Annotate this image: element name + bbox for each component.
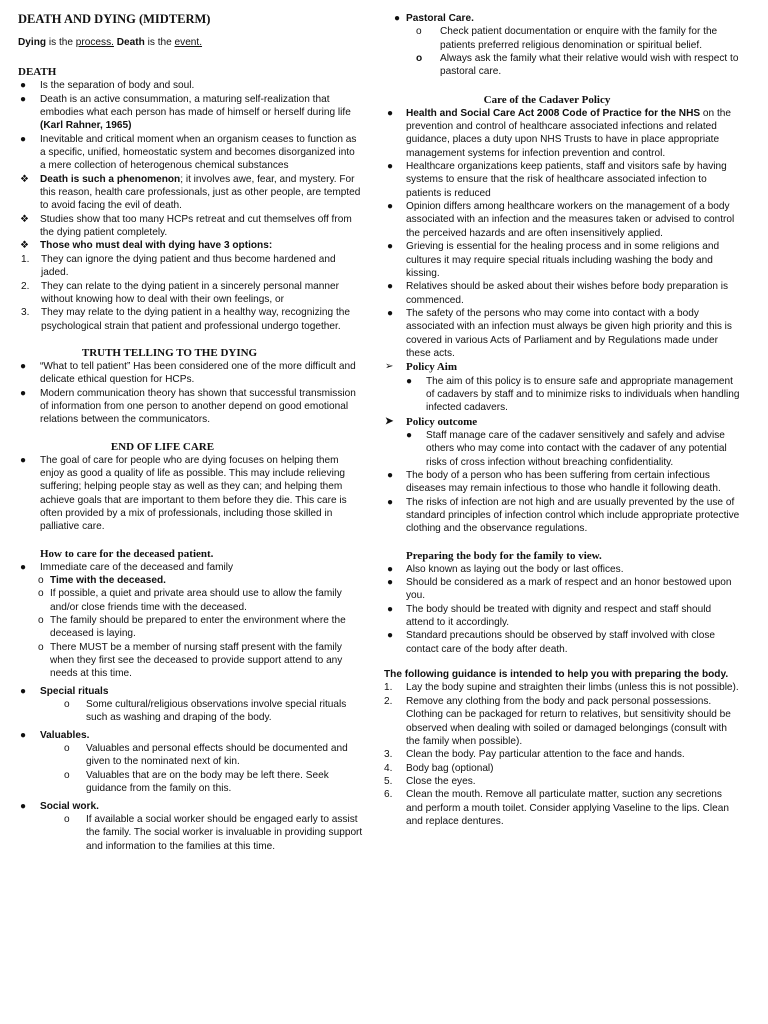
list-item [18, 360, 363, 387]
item-text: The body should be treated with dignity and respect and staff should attend to it accordingly. [406, 603, 712, 629]
bullet-icon: ● [20, 800, 27, 812]
list-item [384, 629, 740, 656]
item-text: The safety of the persons who may come into contact with a body associated with an infection must always be given high priority and this is covered in various Acts of Parliament and by Regulations made under these acts. [406, 307, 732, 359]
heading-preparing: Preparing the body for the family to view. [406, 549, 602, 562]
numbered-item [18, 253, 363, 280]
list-item [384, 603, 740, 630]
bullet-icon: ● [20, 454, 27, 466]
bullet-icon: ● [387, 281, 394, 293]
intro-death: Death [113, 37, 145, 48]
numbered-item [384, 775, 740, 788]
item-text: Close the eyes. [406, 775, 476, 787]
bullet-icon: ● [387, 563, 394, 575]
item-text: Opinion differs among healthcare workers on the management of a body associated with an infection and the measures taken or advised to control the perceived hazards and are often insensitively applied. [406, 201, 735, 239]
list-item [18, 93, 363, 133]
left-column [18, 12, 363, 853]
circle-bullet-icon: o [38, 588, 44, 600]
item-text: Check patient documentation or enquire with the family for the patients preferred religious denomination or spiritual belief. [440, 26, 718, 51]
list-item [384, 563, 740, 576]
bullet-icon: ● [20, 93, 27, 105]
bullet-icon: ● [387, 496, 394, 508]
list-item [384, 415, 740, 429]
list-item [18, 387, 363, 427]
section-truth [18, 346, 363, 427]
list-item [384, 12, 740, 25]
intro-text: is the [46, 37, 76, 48]
item-text: Inevitable and critical moment when an organism ceases to function as a specific, unified, homeostatic system and becomes disorganized into a mere collection of heterogenous chemical substances [40, 133, 357, 172]
sub-item [18, 574, 363, 587]
circle-bullet-icon: o [64, 699, 70, 711]
citation: (Karl Rahner, 1965) [40, 120, 132, 132]
document-title: DEATH AND DYING (MIDTERM) [18, 12, 211, 26]
item-bold: Death is such a phenomenon [40, 173, 181, 185]
item-text: Grieving is essential for the healing process and in some religions and cultures it may require special rituals including washing the body and kissing. [406, 241, 720, 279]
item-text: Always ask the family what their relative would wish with respect to pastoral care. [440, 53, 739, 78]
item-text: “What to tell patient” Has been considered one of the more difficult and delicate ethical question for HCPs. [40, 360, 356, 386]
bullet-icon: ● [387, 241, 394, 253]
numbered-item [18, 306, 363, 333]
sub-item [384, 25, 740, 52]
item-text: If available a social worker should be engaged early to assist the family. The social worker is invaluable in providing support and information to the families at this time. [86, 813, 363, 852]
bullet-icon: ● [387, 201, 394, 213]
number-marker: 3. [384, 749, 393, 761]
number-marker: 5. [384, 775, 393, 787]
item-text: Body bag (optional) [406, 762, 494, 774]
item-text: Studies show that too many HCPs retreat and cut themselves off from the dying patient completely. [40, 213, 352, 239]
list-item [384, 280, 740, 307]
bullet-icon: ● [20, 685, 27, 697]
bullet-icon: ● [387, 577, 394, 589]
list-item [384, 307, 740, 360]
list-item [18, 800, 363, 813]
item-text: Death is an active consummation, a maturing self-realization that embodies what each person has made of himself or herself during life [40, 93, 351, 119]
section-end-of-life [18, 440, 363, 534]
intro-process: process. [75, 37, 114, 48]
circle-bullet-icon: o [38, 641, 44, 653]
sub-item [18, 813, 363, 853]
item-text: Some cultural/religious observations involve special rituals such as washing and draping of the body. [86, 699, 347, 724]
numbered-item [384, 695, 740, 708]
bullet-icon: ● [387, 630, 394, 642]
item-text: Valuables and personal effects should be documented and given to the nominated next of kin. [86, 743, 348, 768]
item-text: The body of a person who has been suffering from certain infectious diseases may remain infectious to those who handle it following death. [406, 470, 721, 495]
list-item [384, 160, 740, 200]
item-text: Also known as laying out the body or last offices. [406, 563, 624, 575]
list-item [18, 685, 363, 698]
heading-death: DEATH [18, 66, 57, 79]
item-text: ; it involves awe, fear, and mystery. For this reason, health care professionals, just as other people, are tempted to avoid facing the evil of death. [40, 173, 361, 212]
item-bold: Pastoral Care. [406, 13, 474, 24]
arrow-bullet-icon: ➤ [385, 415, 394, 427]
circle-bullet-icon: o [38, 575, 44, 586]
number-marker: 6. [384, 789, 393, 801]
number-marker: 1. [384, 682, 393, 694]
list-item [18, 79, 363, 92]
list-item [384, 360, 740, 374]
bullet-icon: ● [20, 80, 27, 92]
arrow-bullet-icon: ➢ [385, 361, 394, 373]
list-item [384, 107, 740, 160]
diamond-bullet-icon: ❖ [20, 240, 30, 252]
subheading-policy-aim: Policy Aim [406, 361, 458, 374]
bullet-icon: ● [387, 603, 394, 615]
sub-item [18, 742, 363, 769]
bullet-icon: ● [387, 107, 394, 119]
bullet-icon: ● [20, 133, 27, 145]
number-marker: 2. [21, 280, 30, 292]
heading-end-of-life: END OF LIFE CARE [110, 440, 215, 453]
bullet-icon: ● [406, 429, 413, 441]
guidance-intro: The following guidance is intended to help you with preparing the body. [384, 669, 729, 681]
list-item [18, 561, 363, 574]
bullet-icon: ● [20, 387, 27, 399]
item-text: They may relate to the dying patient in a healthy way, recognizing the psychological strain that patient and professional undergo together. [41, 307, 350, 332]
sub-item [18, 614, 363, 641]
bullet-icon: ● [20, 561, 27, 573]
item-text: The aim of this policy is to ensure safe and appropriate management of cadavers by staff and to minimize risks to individuals when handling infected cadavers. [426, 375, 740, 414]
heading-truth: TRUTH TELLING TO THE DYING [81, 346, 258, 359]
list-item [384, 200, 740, 240]
item-text: The risks of infection are not high and are usually prevented by the use of standard principles of infection control which include appropriate protective clothing and the observance regulations. [406, 496, 740, 535]
diamond-bullet-icon: ❖ [20, 213, 30, 225]
item-text: Valuables that are on the body may be left there. Seek guidance from the family on this. [86, 769, 329, 795]
intro-dying: Dying [18, 37, 47, 48]
numbered-item [384, 681, 740, 694]
item-bold: Valuables. [40, 729, 90, 741]
sub-item [18, 769, 363, 796]
diamond-bullet-icon: ❖ [20, 173, 30, 185]
heading-deceased: How to care for the deceased patient. [40, 547, 214, 560]
item-text: on the prevention and control of healthcare associated infections and related guidance, places a duty upon NHS Trusts to have in place appropriate management systems for infection prevention and control. [406, 107, 731, 159]
item-text: If possible, a quiet and private area should use to allow the family and/or close friends time with the deceased. [50, 588, 342, 613]
item-text: Healthcare organizations keep patients, staff and visitors safe by having systems to ensure that the risk of healthcare associated infection to patients is reduced [406, 161, 727, 199]
item-text: Is the separation of body and soul. [40, 80, 195, 92]
list-item [384, 576, 740, 603]
numbered-item [384, 762, 740, 775]
section-cadaver [384, 93, 740, 536]
sub-item [384, 52, 740, 79]
list-item [18, 173, 363, 213]
sub-item [384, 429, 740, 469]
numbered-item [18, 280, 363, 307]
circle-bullet-icon: o [64, 769, 70, 781]
item-text: Relatives should be asked about their wishes before body preparation is commenced. [406, 281, 729, 306]
item-text: Staff manage care of the cadaver sensitively and safely and advise others who may come into contact with the cadaver of any potential risks of cross infection without breaching confidentiality. [426, 429, 727, 468]
sub-item [18, 698, 363, 725]
bullet-icon: ● [406, 375, 413, 387]
list-item [384, 469, 740, 496]
number-marker: 2. [384, 695, 393, 707]
item-text: The family should be prepared to enter the environment where the deceased is laying. [50, 615, 346, 640]
item-bold: Time with the deceased. [50, 575, 166, 586]
number-marker: 4. [384, 762, 393, 774]
number-marker: 1. [21, 253, 30, 265]
numbered-item [384, 748, 740, 761]
item-text: There MUST be a member of nursing staff present with the family when they first see the deceased to provide support attend to any needs at this time. [50, 641, 343, 680]
circle-bullet-icon: o [64, 813, 70, 825]
intro-text-2: is the [144, 37, 175, 48]
section-preparing [384, 549, 740, 829]
list-item [384, 496, 740, 536]
item-text: The goal of care for people who are dying focuses on helping them enjoy as good a quality of life as possible. This may include relieving suffering; helping people stay as well as they can; and helping them achieve goals that are important to them before they die. This care is often provided by a mix of professionals, including those skilled in palliative care. [40, 454, 347, 533]
circle-bullet-icon: o [38, 615, 44, 627]
number-marker: 3. [21, 307, 30, 319]
list-item [18, 133, 363, 173]
numbered-item [384, 788, 740, 828]
list-item [18, 213, 363, 240]
item-text: They can ignore the dying patient and thus become hardened and jaded. [41, 253, 336, 279]
bullet-icon: ● [387, 470, 394, 481]
item-bold: Social work. [40, 800, 99, 812]
right-column [384, 12, 740, 828]
bullet-icon: ● [394, 13, 401, 24]
bullet-icon: ● [387, 161, 394, 173]
item-bold: Special rituals [40, 685, 109, 697]
item-text: Standard precautions should be observed by staff involved with close contact care of the body after death. [406, 630, 715, 655]
item-text: Immediate care of the deceased and family [40, 561, 234, 573]
item-text: Modern communication theory has shown that successful transmission of information from one person to another depend on good emotional relations between the communicators. [40, 387, 356, 426]
subheading-policy-outcome: Policy outcome [406, 415, 478, 428]
clothing-note: Clothing can be packaged for return to relatives, but sensitivity should be observed when dealing with soiled or damaged belongings (consult with the family when possible). [406, 709, 731, 747]
item-text: Remove any clothing from the body and pack personal possessions. [406, 695, 712, 707]
sub-item [384, 375, 740, 415]
item-bold: Those who must deal with dying have 3 options: [40, 240, 273, 252]
circle-bullet-icon: o [64, 743, 70, 755]
sub-item [18, 587, 363, 614]
section-deceased [18, 547, 363, 853]
circle-bullet-icon: o [416, 26, 422, 38]
heading-cadaver: Care of the Cadaver Policy [483, 93, 611, 106]
item-text: They can relate to the dying patient in a sincerely personal manner without knowing how to deal with their own feelings, or [41, 280, 339, 305]
list-item [18, 454, 363, 534]
item-text: Lay the body supine and straighten their limbs (unless this is not possible). [406, 682, 739, 694]
list-item [384, 240, 740, 280]
bullet-icon: ● [20, 729, 27, 741]
item-text: Should be considered as a mark of respect and an honor bestowed upon you. [406, 577, 732, 602]
item-bold: Health and Social Care Act 2008 Code of Practice for the NHS [406, 107, 701, 119]
section-death [18, 65, 363, 333]
intro-line [18, 36, 363, 49]
bullet-icon: ● [387, 307, 394, 319]
list-item [18, 729, 363, 742]
list-item [18, 239, 363, 252]
intro-event: event. [174, 37, 203, 48]
sub-item [18, 641, 363, 681]
item-text: Clean the body. Pay particular attention to the face and hands. [406, 749, 685, 761]
circle-bullet-icon: o [416, 53, 423, 65]
item-text: Clean the mouth. Remove all particulate matter, suction any secretions and perform a mouth toilet. Consider applying Vaseline to the lips. Clean and replace dentures. [406, 789, 729, 827]
bullet-icon: ● [20, 360, 27, 372]
